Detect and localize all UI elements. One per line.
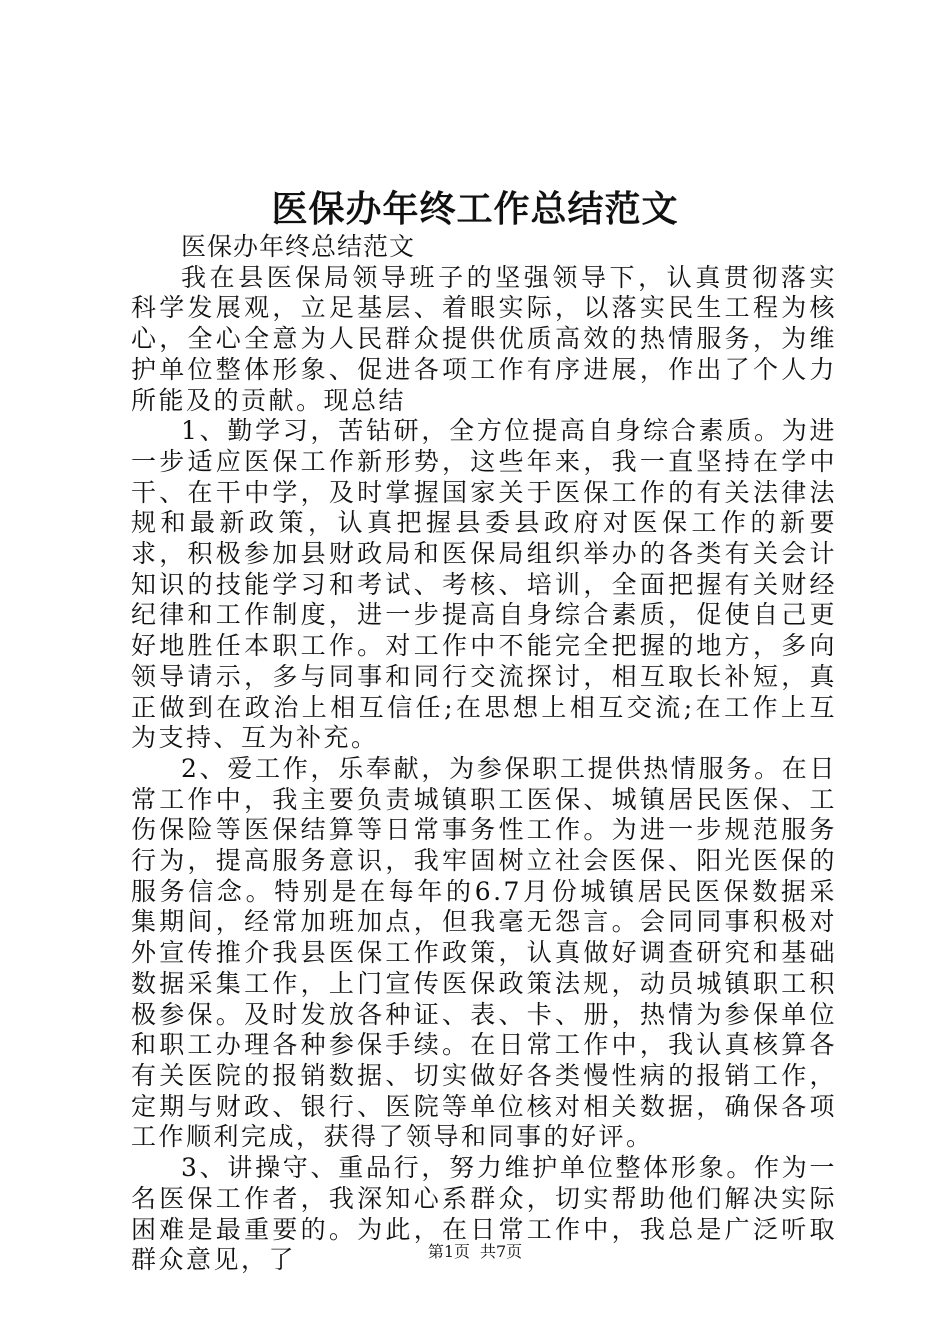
paragraph-intro: 我在县医保局领导班子的坚强领导下，认真贯彻落实科学发展观，立足基层、着眼实际，以落实民生工程为核心，全心全意为人民群众提供优质高效的热情服务，为维护单位整体形象、促进各项工作有序进展，作出了个人力所能及的贡献。现总结	[131, 262, 837, 415]
page-number: 第1页	[427, 1242, 470, 1261]
document-body	[131, 232, 837, 1276]
paragraph-1: 1、勤学习，苦钻研，全方位提高自身综合素质。为进一步适应医保工作新形势，这些年来，我一直坚持在学中干、在干中学，及时掌握国家关于医保工作的有关法律法规和最新政策，认真把握县委县政府对医保工作的新要求，积极参加县财政局和医保局组织举办的各类有关会计知识的技能学习和考试、考核、培训，全面把握有关财经纪律和工作制度，进一步提高自身综合素质，促使自己更好地胜任本职工作。对工作中不能完全把握的地方，多向领导请示，多与同事和同行交流探讨，相互取长补短，真正做到在政治上相互信任;在思想上相互交流;在工作上互为支持、互为补充。	[131, 416, 837, 753]
page-footer	[0, 1241, 950, 1263]
paragraph-3: 3、讲操守、重品行，努力维护单位整体形象。作为一名医保工作者，我深知心系群众，切实帮助他们解决实际困难是最重要的。为此，在日常工作中，我总是广泛听取群众意见，了	[131, 1153, 837, 1275]
paragraph-2: 2、爱工作，乐奉献，为参保职工提供热情服务。在日常工作中，我主要负责城镇职工医保、城镇居民医保、工伤保险等医保结算等日常事务性工作。为进一步规范服务行为，提高服务意识，我牢固树立社会医保、阳光医保的服务信念。特别是在每年的6.7月份城镇居民医保数据采集期间，经常加班加点，但我毫无怨言。会同同事积极对外宣传推介我县医保工作政策，认真做好调查研究和基础数据采集工作，上门宣传医保政策法规，动员城镇职工积极参保。及时发放各种证、表、卡、册，热情为参保单位和职工办理各种参保手续。在日常工作中，我认真核算各有关医院的报销数据、切实做好各类慢性病的报销工作，定期与财政、银行、医院等单位核对相关数据，确保各项工作顺利完成，获得了领导和同事的好评。	[131, 753, 837, 1152]
document-title: 医保办年终工作总结范文	[271, 188, 679, 230]
document-subtitle: 医保办年终总结范文	[181, 232, 416, 261]
page-total: 共7页	[480, 1242, 523, 1261]
